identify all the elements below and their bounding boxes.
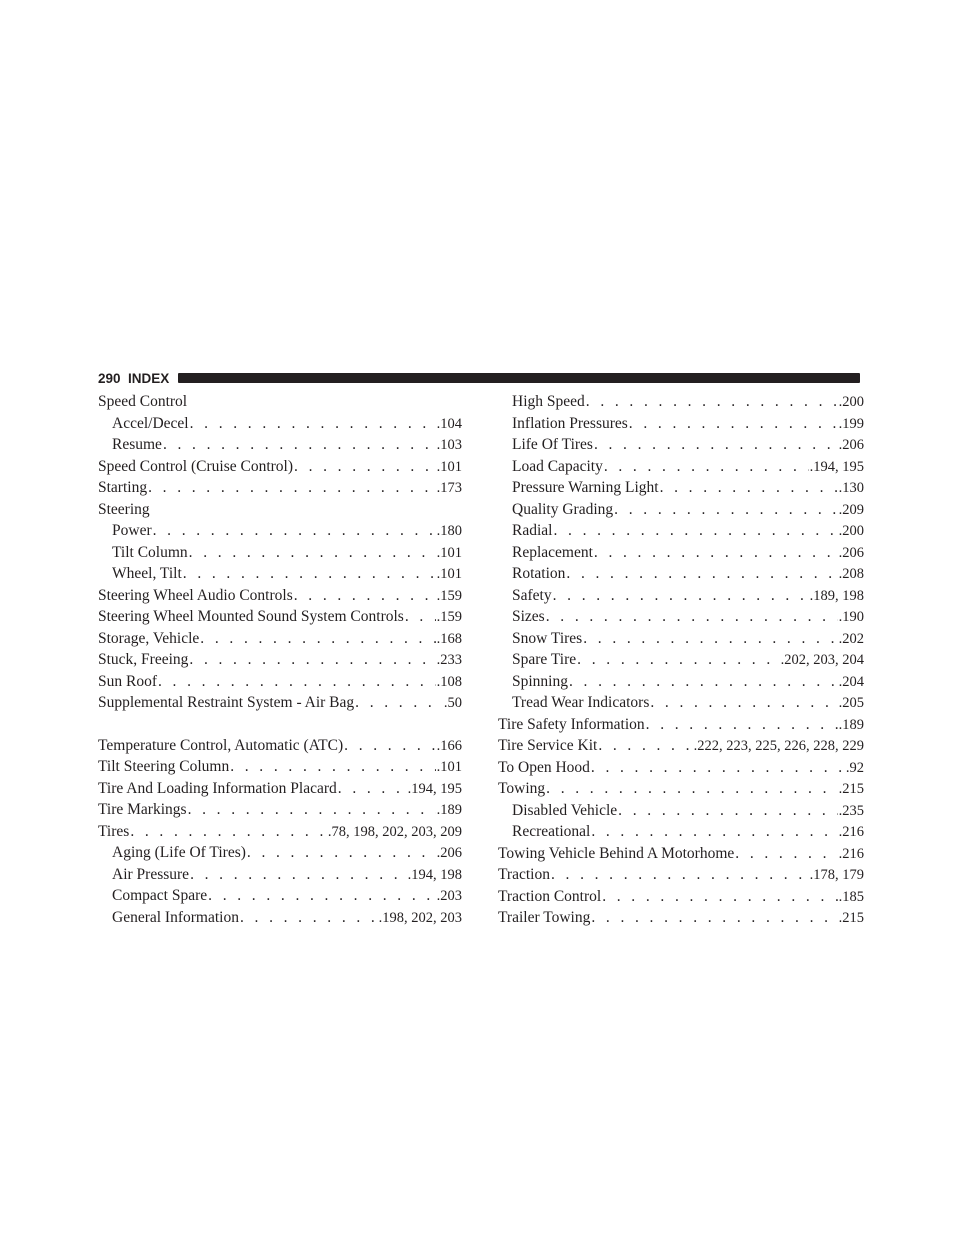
index-entry <box>498 778 864 800</box>
index-entry <box>98 649 462 671</box>
entry-label: Sun Roof <box>98 672 157 690</box>
dot-leader <box>598 735 692 757</box>
index-entry <box>498 907 864 929</box>
entry-pages: .202, 203, 204 <box>780 652 864 668</box>
dot-leader <box>405 606 436 628</box>
index-subentry <box>498 563 864 585</box>
entry-label: Towing <box>498 780 546 797</box>
entry-label: Starting <box>98 479 148 496</box>
index-entry <box>498 757 864 779</box>
entry-label: Tires <box>98 822 130 840</box>
index-subentry <box>498 413 864 435</box>
dot-leader <box>553 585 809 607</box>
header-rule <box>178 373 860 383</box>
dot-leader <box>591 907 837 929</box>
entry-label: Load Capacity <box>512 457 603 475</box>
entry-label: Tire Service Kit <box>498 737 598 754</box>
entry-pages: .204 <box>838 673 864 690</box>
dot-leader <box>591 757 845 779</box>
entry-label: Tilt Steering Column <box>98 758 230 775</box>
entry-label: Snow Tires <box>512 629 583 647</box>
entry-pages: .205 <box>838 695 864 711</box>
index-subentry <box>498 649 864 671</box>
entry-label: Tire Markings <box>98 801 187 818</box>
entry-pages: .185 <box>838 888 864 905</box>
entry-pages: .101 <box>436 544 462 561</box>
entry-label: Spinning <box>512 672 568 690</box>
index-subentry <box>98 842 462 864</box>
entry-pages: .206 <box>838 437 864 453</box>
entry-label: Power <box>112 522 152 539</box>
entry-pages: .178, 179 <box>809 867 864 883</box>
index-entry <box>498 714 864 736</box>
page-header <box>98 368 860 390</box>
entry-pages: .206 <box>838 544 864 561</box>
index-entry <box>98 456 462 478</box>
dot-leader <box>735 843 837 865</box>
entry-pages: .209 <box>838 501 864 518</box>
index-column-right <box>498 391 864 929</box>
entry-pages: .199 <box>838 415 864 432</box>
dot-leader <box>566 563 837 585</box>
index-entry <box>98 391 462 413</box>
dot-leader <box>355 692 443 714</box>
entry-label: Life Of Tires <box>512 436 593 453</box>
entry-label: Storage, Vehicle <box>98 629 200 647</box>
entry-pages: .101 <box>436 458 462 475</box>
entry-pages: .216 <box>838 824 864 840</box>
dot-leader <box>208 885 435 907</box>
dot-leader <box>614 499 837 521</box>
entry-pages: .202 <box>838 630 864 647</box>
dot-leader <box>583 628 837 650</box>
dot-leader <box>338 778 407 800</box>
entry-pages: .180 <box>436 523 462 539</box>
index-entry <box>98 778 462 800</box>
index-entry <box>98 671 462 693</box>
entry-label: Tire And Loading Information Placard <box>98 779 337 797</box>
index-entry <box>498 843 864 865</box>
index-subentry <box>98 520 462 542</box>
index-subentry <box>98 542 462 564</box>
entry-pages: .200 <box>838 394 864 410</box>
dot-leader <box>553 520 837 542</box>
entry-pages: .215 <box>838 781 864 797</box>
dot-leader <box>183 563 436 585</box>
entry-label: Speed Control <box>98 393 188 410</box>
index-entry <box>98 606 462 628</box>
index-subentry <box>498 606 864 628</box>
index-subentry <box>98 563 462 585</box>
index-entry <box>98 799 462 821</box>
index-subentry <box>498 585 864 607</box>
entry-pages: .78, 198, 202, 203, 209 <box>327 823 462 840</box>
index-entry <box>98 477 462 499</box>
entry-label: Safety <box>512 586 552 604</box>
entry-pages: .190 <box>838 609 864 625</box>
index-subentry <box>98 864 462 886</box>
entry-label: Air Pressure <box>112 865 190 883</box>
entry-pages: .159 <box>436 587 462 604</box>
entry-pages: .222, 223, 225, 226, 228, 229 <box>693 738 864 754</box>
entry-label: Tread Wear Indicators <box>512 694 650 711</box>
index-entry <box>98 628 462 650</box>
entry-pages: .215 <box>838 910 864 926</box>
entry-pages: .50 <box>443 695 462 711</box>
dot-leader <box>551 864 809 886</box>
entry-label: To Open Hood <box>498 758 590 776</box>
entry-pages: .200 <box>838 523 864 539</box>
index-subentry <box>498 456 864 478</box>
dot-leader <box>629 413 838 435</box>
entry-label: Quality Grading <box>512 500 614 518</box>
entry-label: Radial <box>512 522 553 539</box>
dot-leader <box>189 542 436 564</box>
entry-label: Replacement <box>512 543 593 561</box>
index-entry <box>98 756 462 778</box>
dot-leader <box>190 864 407 886</box>
dot-leader <box>294 585 436 607</box>
dot-leader <box>200 628 435 650</box>
entry-pages: .194, 195 <box>809 458 864 475</box>
index-subentry <box>498 821 864 843</box>
dot-leader <box>163 434 436 456</box>
entry-pages: .108 <box>436 673 462 690</box>
entry-pages: .198, 202, 203 <box>378 909 462 926</box>
dot-leader <box>153 520 436 542</box>
entry-label: Disabled Vehicle <box>512 801 618 819</box>
index-subentry <box>498 800 864 822</box>
index-subentry <box>498 391 864 413</box>
dot-leader <box>618 800 837 822</box>
dot-leader <box>569 671 838 693</box>
index-subentry <box>98 885 462 907</box>
dot-leader <box>294 456 436 478</box>
index-entry <box>98 585 462 607</box>
entry-label: Steering <box>98 500 150 518</box>
entry-label: Supplemental Restraint System - Air Bag <box>98 694 355 711</box>
entry-label: Stuck, Freeing <box>98 651 189 668</box>
entry-label: Towing Vehicle Behind A Motorhome <box>498 844 735 862</box>
entry-label: Spare Tire <box>512 651 577 668</box>
index-subentry <box>498 477 864 499</box>
index-subentry <box>498 628 864 650</box>
dot-leader <box>190 413 436 435</box>
entry-pages: .103 <box>436 437 462 453</box>
dot-leader <box>602 886 837 908</box>
entry-pages: .101 <box>436 759 462 775</box>
dot-leader <box>646 714 838 736</box>
dot-leader <box>148 477 436 499</box>
entry-label: Steering Wheel Mounted Sound System Controls <box>98 608 404 625</box>
entry-pages: .233 <box>436 652 462 668</box>
index-subentry <box>498 692 864 714</box>
entry-pages: .208 <box>838 566 864 582</box>
entry-label: Inflation Pressures <box>512 414 628 432</box>
entry-label: Traction <box>498 866 550 883</box>
entry-pages: .194, 195 <box>407 780 462 797</box>
index-subentry <box>498 520 864 542</box>
entry-label: Wheel, Tilt <box>112 565 182 582</box>
entry-pages: .235 <box>838 802 864 819</box>
dot-leader <box>189 649 435 671</box>
index-entry <box>98 735 462 757</box>
entry-label: High Speed <box>512 393 585 410</box>
entry-pages: .206 <box>436 845 462 861</box>
entry-pages: .92 <box>845 759 864 776</box>
index-entry <box>498 886 864 908</box>
dot-leader <box>240 907 378 929</box>
entry-pages: .104 <box>436 415 462 432</box>
entry-pages: .216 <box>838 845 864 862</box>
index-subentry <box>98 907 462 929</box>
dot-leader <box>158 671 436 693</box>
entry-pages: .189 <box>436 802 462 818</box>
index-entry <box>98 821 462 843</box>
dot-leader <box>660 477 838 499</box>
index-entry <box>98 499 462 521</box>
entry-pages: .101 <box>436 566 462 582</box>
index-subentry <box>498 542 864 564</box>
entry-pages: .189 <box>838 716 864 733</box>
dot-leader <box>604 456 809 478</box>
entry-pages: .168 <box>436 630 462 647</box>
index-subentry <box>98 413 462 435</box>
entry-label: Temperature Control, Automatic (ATC) <box>98 736 344 754</box>
entry-label: Accel/Decel <box>112 414 189 432</box>
entry-label: Speed Control (Cruise Control) <box>98 457 294 475</box>
index-entry <box>98 692 462 714</box>
dot-leader <box>591 821 837 843</box>
index-subentry <box>98 434 462 456</box>
index-subentry <box>498 671 864 693</box>
entry-pages: .189, 198 <box>809 587 864 604</box>
index-column-left <box>98 391 462 928</box>
section-title: INDEX <box>128 371 170 386</box>
entry-label: Sizes <box>512 608 545 625</box>
index-subentry <box>498 434 864 456</box>
entry-label: Trailer Towing <box>498 909 591 926</box>
dot-leader <box>594 434 838 456</box>
entry-label: Tire Safety Information <box>498 715 645 733</box>
dot-leader <box>586 391 838 413</box>
entry-label: Tilt Column <box>112 543 188 561</box>
dot-leader <box>577 649 779 671</box>
entry-pages: .203 <box>436 888 462 904</box>
entry-label: General Information <box>112 908 239 926</box>
entry-pages: .166 <box>436 737 462 754</box>
entry-label: Resume <box>112 436 162 453</box>
dot-leader <box>230 756 435 778</box>
entry-label: Compact Spare <box>112 887 208 904</box>
dot-leader <box>546 778 837 800</box>
entry-pages: .159 <box>436 609 462 625</box>
entry-label: Recreational <box>512 823 591 840</box>
entry-label: Steering Wheel Audio Controls <box>98 586 293 604</box>
dot-leader <box>247 842 436 864</box>
dot-leader <box>344 735 435 757</box>
dot-leader <box>546 606 838 628</box>
index-spacer <box>98 714 462 735</box>
dot-leader <box>188 799 436 821</box>
index-subentry <box>498 499 864 521</box>
page-number: 290 <box>98 371 121 386</box>
dot-leader <box>594 542 838 564</box>
entry-pages: .130 <box>838 480 864 496</box>
dot-leader <box>650 692 837 714</box>
entry-label: Traction Control <box>498 887 602 905</box>
entry-pages: .194, 198 <box>407 866 462 883</box>
entry-label: Rotation <box>512 565 566 582</box>
entry-label: Pressure Warning Light <box>512 479 659 496</box>
entry-pages: .173 <box>436 480 462 496</box>
index-entry <box>498 864 864 886</box>
index-entry <box>498 735 864 757</box>
dot-leader <box>130 821 327 843</box>
entry-label: Aging (Life Of Tires) <box>112 844 246 861</box>
